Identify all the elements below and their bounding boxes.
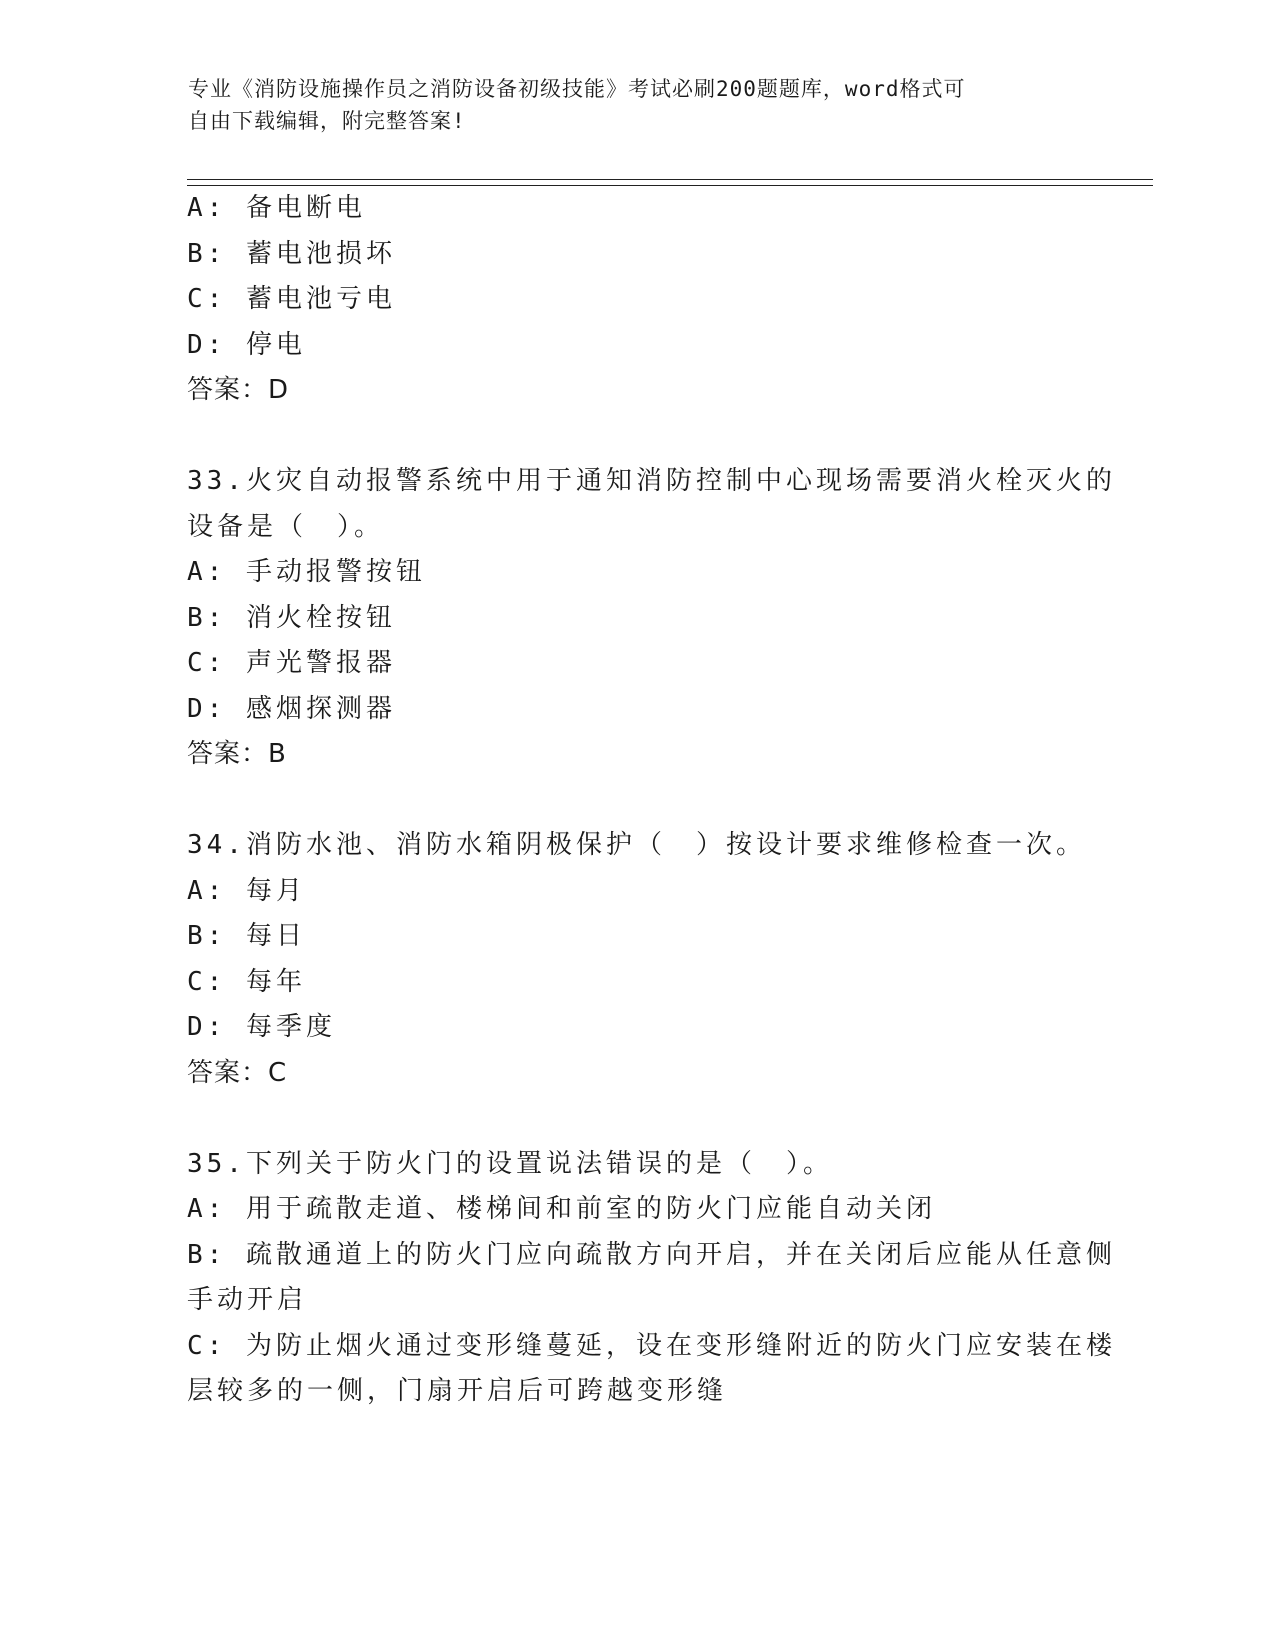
- option-a: A: 手动报警按钮: [187, 557, 426, 587]
- question-stem: [187, 459, 1116, 550]
- stem-line-2: 设备是（ ）。: [187, 511, 385, 542]
- header-divider-top: [187, 179, 1153, 180]
- option-b: B: 消火栓按钮: [187, 602, 396, 633]
- option-b: B: 疏散通道上的防火门应向疏散方向开启，并在关闭后应能从任意侧: [187, 1239, 1116, 1270]
- option-a: A: 每月: [187, 875, 306, 906]
- option-b: B: 蓄电池损坏: [187, 238, 396, 269]
- option-a: A: 用于疏散走道、楼梯间和前室的防火门应能自动关闭: [187, 1194, 936, 1224]
- question-34: [187, 823, 1087, 1096]
- option-c: C: 为防止烟火通过变形缝蔓延，设在变形缝附近的防火门应安装在楼: [187, 1330, 1116, 1361]
- question-35: [187, 1142, 1116, 1415]
- spacer: [187, 778, 1087, 824]
- option-d: D: 感烟探测器: [187, 693, 396, 724]
- question-32-tail: [187, 186, 1087, 414]
- answer-line: 答案：D: [187, 375, 290, 405]
- option-c: C: 每年: [187, 966, 306, 997]
- stem-line-1: 34.消防水池、消防水箱阴极保护（ ）按设计要求维修检查一次。: [187, 830, 1086, 860]
- option-c: C: 蓄电池亏电: [187, 284, 396, 314]
- option-a: A: 备电断电: [187, 193, 366, 223]
- stem-line-1: 33.火灾自动报警系统中用于通知消防控制中心现场需要消火栓灭火的: [187, 466, 1116, 496]
- spacer: [187, 414, 1087, 460]
- option-d: D: 停电: [187, 329, 306, 360]
- question-list: [187, 186, 1116, 1415]
- option-b-continued: 手动开启: [187, 1285, 308, 1315]
- answer-line: 答案：C: [187, 1057, 288, 1088]
- document-header: [188, 73, 1088, 137]
- header-line-2: 自由下载编辑，附完整答案!: [188, 109, 466, 133]
- option-c-continued: 层较多的一侧，门扇开启后可跨越变形缝: [187, 1376, 728, 1406]
- spacer: [187, 1096, 1087, 1142]
- option-d: D: 每季度: [187, 1012, 336, 1042]
- option-b: B: 每日: [187, 921, 306, 951]
- question-stem: [187, 823, 1087, 869]
- answer-line: 答案：B: [187, 739, 287, 769]
- question-stem: [187, 1142, 1087, 1188]
- header-line-1: 专业《消防设施操作员之消防设备初级技能》考试必刷200题题库，word格式可: [188, 77, 966, 101]
- option-c: C: 声光警报器: [187, 648, 396, 678]
- stem-line-1: 35.下列关于防火门的设置说法错误的是（ ）。: [187, 1148, 833, 1179]
- question-33: [187, 459, 1116, 778]
